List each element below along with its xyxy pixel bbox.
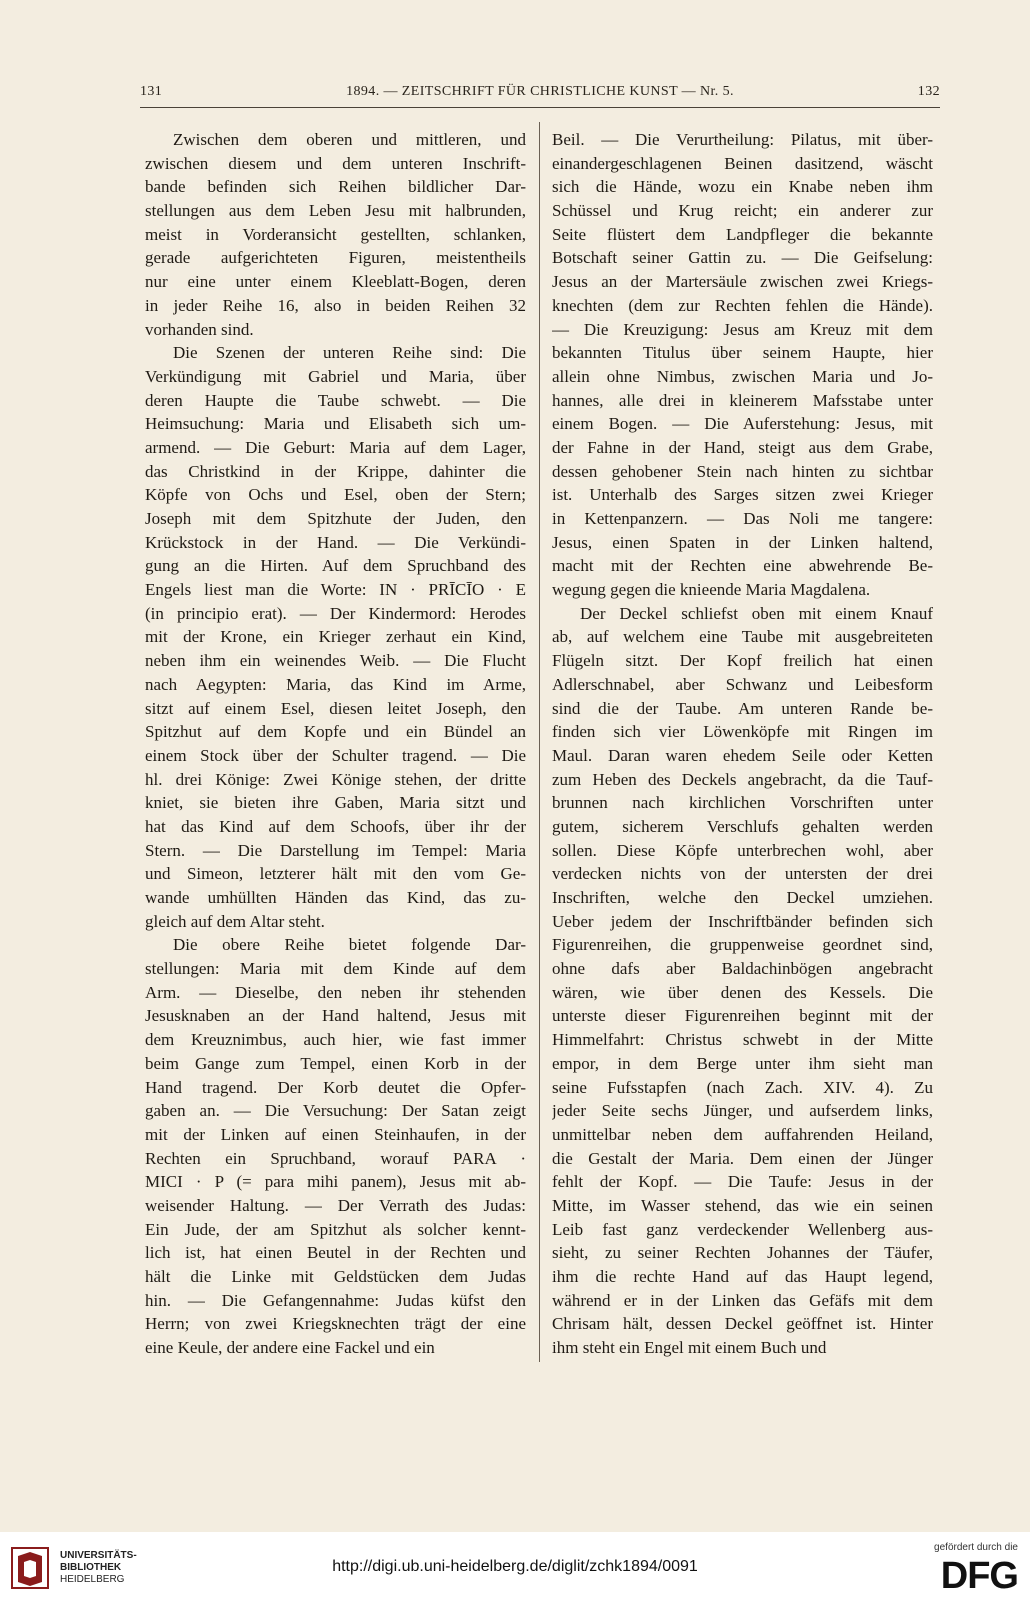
text-line: einem Stock über der Schulter tragend. — Die xyxy=(145,745,526,765)
text-line: Flügeln sitzt. Der Kopf freilich hat einen xyxy=(552,651,933,671)
text-line: bande befinden sich Reihen bildlicher Dar- xyxy=(145,177,526,197)
text-line: MICI · P (= para mihi panem), Jesus mit ab- xyxy=(145,1172,526,1192)
text-line: verdecken nichts von der untersten der drei xyxy=(552,864,933,884)
text-line: Ueber jedem der Inschriftbänder befinden sich xyxy=(552,911,933,931)
text-line: Figurenreihen, die gruppenweise geordnet sind, xyxy=(552,935,933,955)
text-line: Schüssel und Krug reicht; ein anderer zur xyxy=(552,201,933,221)
university-library-logo-icon xyxy=(10,1546,50,1590)
text-line: Himmelfahrt: Christus schwebt in der Mitte xyxy=(552,1030,933,1050)
header-rule xyxy=(140,107,940,108)
text-line: Spitzhut auf dem Kopfe und ein Bündel an xyxy=(145,722,526,742)
text-line: stellungen aus dem Leben Jesu mit halbrunden, xyxy=(145,201,526,221)
text-line: dessen gehobener Stein nach hinten zu sichtbar xyxy=(552,461,933,481)
text-line: Verkündigung mit Gabriel und Maria, über xyxy=(145,366,526,386)
column-divider xyxy=(539,122,540,1362)
text-line: Leib fast ganz verdeckender Wellenberg aus- xyxy=(552,1219,933,1239)
dfg-logo: DFG xyxy=(940,1555,1018,1597)
sponsor-caption: gefördert durch die xyxy=(934,1542,1018,1553)
text-line: Joseph mit dem Spitzhute der Juden, den xyxy=(145,509,526,528)
text-line: dem Kreuznimbus, auch hier, wie fast immer xyxy=(145,1030,526,1050)
text-line: Die obere Reihe bietet folgende Dar- xyxy=(173,935,526,955)
text-line: zwischen diesem und dem unteren Inschrift- xyxy=(145,153,526,173)
text-line: mit der Krone, ein Krieger zerhaut ein Kind, xyxy=(145,627,526,647)
text-line: eine Keule, der andere eine Fackel und ein xyxy=(145,1338,435,1358)
text-line: Die Szenen der unteren Reihe sind: Die xyxy=(173,343,526,363)
text-line: Arm. — Dieselbe, den neben ihr stehenden xyxy=(145,982,526,1002)
text-line: der Fahne in der Hand, steigt aus dem Grabe, xyxy=(552,437,933,457)
text-line: empor, in dem Berge unter ihm sieht man xyxy=(552,1053,933,1073)
text-line: und Simeon, letzterer hält mit den vom Ge- xyxy=(145,864,526,884)
text-line: fehlt der Kopf. — Die Taufe: Jesus in der xyxy=(552,1172,933,1192)
text-line: gleich auf dem Altar steht. xyxy=(145,911,325,931)
text-line: die Gestalt der Maria. Dem einen der Jünger xyxy=(552,1148,933,1168)
text-line: beim Gange zum Tempel, einen Korb in der xyxy=(145,1053,526,1073)
text-line: Seite flüstert dem Landpfleger die bekannte xyxy=(552,224,933,244)
text-line: lich ist, hat einen Beutel in der Rechten und xyxy=(145,1243,526,1263)
text-line: einem Bogen. — Die Auferstehung: Jesus, mit xyxy=(552,414,933,434)
text-line: Heimsuchung: Maria und Elisabeth sich um- xyxy=(145,414,526,434)
text-line: meist in Vorderansicht gestellten, schlanken, xyxy=(145,224,526,244)
text-line: unmittelbar neben dem auffahrenden Heiland, xyxy=(552,1124,933,1144)
text-line: einandergeschlagenen Beinen dasitzend, wäscht xyxy=(552,153,933,173)
text-line: Adlerschnabel, aber Schwanz und Leibesform xyxy=(552,674,933,694)
text-line: hannes, alle drei in kleinerem Mafsstabe unter xyxy=(552,390,933,410)
page-number-right: 132 xyxy=(917,84,940,99)
text-line: hin. — Die Gefangennahme: Judas küfst den xyxy=(145,1290,526,1310)
text-line: gerade aufgerichteten Figuren, meistentheils xyxy=(145,248,526,268)
text-line: wären, wie über denen des Kessels. Die xyxy=(552,982,933,1002)
text-line: (in principio erat). — Der Kindermord: Herodes xyxy=(145,603,526,623)
text-line: wande umhüllten Händen das Kind, das zu- xyxy=(145,888,526,907)
text-line: nur eine unter einem Kleeblatt-Bogen, deren xyxy=(145,272,526,292)
text-line: armend. — Die Geburt: Maria auf dem Lager, xyxy=(145,437,526,457)
text-line: ihm steht ein Engel mit einem Buch und xyxy=(552,1338,827,1358)
text-line: während er in der Linken das Gefäfs mit dem xyxy=(552,1290,933,1310)
text-line: hält die Linke mit Geldstücken dem Judas xyxy=(145,1267,526,1286)
text-line: ab, auf welchem eine Taube mit ausgebreiteten xyxy=(552,627,933,647)
text-line: Ein Jude, der am Spitzhut als solcher kennt- xyxy=(145,1219,526,1239)
text-line: Herrn; von zwei Kriegsknechten trägt der eine xyxy=(145,1314,526,1334)
library-name xyxy=(60,1550,137,1586)
library-line-1: UNIVERSITÄTS- xyxy=(60,1550,137,1561)
text-line: macht mit der Rechten eine abwehrende Be- xyxy=(552,556,933,576)
text-line: unterste dieser Figurenreihen beginnt mit der xyxy=(552,1006,933,1026)
text-line: kniet, sie bieten ihre Gaben, Maria sitzt und xyxy=(145,793,526,813)
text-line: Jesus, einen Spaten in der Linken haltend, xyxy=(552,532,933,552)
text-line: zum Heben des Deckels angebracht, da die Tauf- xyxy=(552,769,933,789)
text-line: in Kettenpanzern. — Das Noli me tangere: xyxy=(552,509,933,528)
text-line: hl. drei Könige: Zwei Könige stehen, der dritte xyxy=(145,769,526,789)
library-line-3: HEIDELBERG xyxy=(60,1574,125,1585)
text-line: Hand tragend. Der Korb deutet die Opfer- xyxy=(145,1077,526,1097)
text-line: Zwischen dem oberen und mittleren, und xyxy=(173,130,526,149)
library-line-2: BIBLIOTHEK xyxy=(60,1562,122,1573)
text-line: sollen. Diese Köpfe unterbrechen wohl, aber xyxy=(552,840,933,860)
text-line: Jesusknaben an der Hand haltend, Jesus mit xyxy=(145,1006,526,1026)
text-line: sitzt auf einem Esel, diesen leitet Joseph, den xyxy=(145,698,526,718)
text-line: sich die Hände, wozu ein Knabe neben ihm xyxy=(552,177,933,197)
left-column xyxy=(145,128,526,1360)
text-line: deren Haupte die Taube schwebt. — Die xyxy=(145,390,526,410)
text-line: Jesus an der Martersäule zwischen zwei Kriegs- xyxy=(552,272,933,292)
text-line: sieht, zu seiner Rechten Johannes der Täufer, xyxy=(552,1243,933,1263)
text-line: mit der Linken auf einen Steinhaufen, in der xyxy=(145,1124,526,1144)
text-line: Beil. — Die Verurtheilung: Pilatus, mit über- xyxy=(552,130,933,149)
text-line: hat das Kind auf dem Schoofs, über ihr der xyxy=(145,816,526,836)
text-line: jeder Seite sechs Jünger, und aufserdem links, xyxy=(552,1101,933,1121)
text-line: Rechten ein Spruchband, worauf PARA · xyxy=(145,1148,526,1168)
text-line: allein ohne Nimbus, zwischen Maria und Jo- xyxy=(552,366,933,386)
text-line: Der Deckel schliefst oben mit einem Knauf xyxy=(580,603,933,623)
running-header xyxy=(140,84,940,106)
text-line: gung an die Hirten. Auf dem Spruchband des xyxy=(145,556,526,576)
text-line: in jeder Reihe 16, also in beiden Reihen 32 xyxy=(145,295,526,315)
footer-bar xyxy=(0,1532,1030,1604)
text-line: gaben an. — Die Versuchung: Der Satan zeigt xyxy=(145,1101,526,1121)
text-line: ist. Unterhalb des Sarges sitzen zwei Krieger xyxy=(552,485,933,505)
text-line: Köpfe von Ochs und Esel, oben der Stern; xyxy=(145,485,526,505)
text-line: Inschriften, welche den Deckel umziehen. xyxy=(552,888,933,907)
text-line: wegung gegen die knieende Maria Magdalena. xyxy=(552,580,871,600)
text-line: seine Fufsstapfen (nach Zach. XIV. 4). Zu xyxy=(552,1077,933,1097)
text-line: Chrisam hält, dessen Deckel geöffnet ist. Hinter xyxy=(552,1314,933,1334)
text-line: stellungen: Maria mit dem Kinde auf dem xyxy=(145,959,526,979)
text-line: neben ihm ein weinendes Weib. — Die Flucht xyxy=(145,651,526,671)
text-line: Krückstock in der Hand. — Die Verkündi- xyxy=(145,532,526,552)
text-line: ohne dafs aber Baldachinbögen angebracht xyxy=(552,959,933,979)
right-column xyxy=(552,128,933,1360)
text-line: finden sich vier Löwenköpfe mit Ringen im xyxy=(552,722,933,742)
text-line: bekannten Titulus über seinem Haupte, hier xyxy=(552,343,933,363)
text-line: brunnen nach kirchlichen Vorschriften unter xyxy=(552,793,933,813)
running-title: 1894. — ZEITSCHRIFT FÜR CHRISTLICHE KUNST — Nr. 5. xyxy=(346,84,734,99)
text-line: ihm die rechte Hand auf das Haupt legend, xyxy=(552,1267,933,1286)
text-line: Maul. Daran waren ehedem Seile oder Ketten xyxy=(552,745,933,765)
text-line: sind die der Taube. Am unteren Rande be- xyxy=(552,698,933,718)
page-number-left: 131 xyxy=(140,84,163,99)
text-line: Mitte, im Wasser stehend, das wie ein seinen xyxy=(552,1195,933,1215)
text-line: Stern. — Die Darstellung im Tempel: Maria xyxy=(145,840,526,860)
text-line: Botschaft seiner Gattin zu. — Die Geifselung: xyxy=(552,248,933,268)
text-line: Engels liest man die Worte: IN · PRĪCĪO · E xyxy=(145,580,526,600)
permalink-url[interactable]: http://digi.ub.uni-heidelberg.de/diglit/zchk1894/0091 xyxy=(332,1558,698,1575)
text-line: gutem, sicherem Verschlufs gehalten werden xyxy=(552,816,933,836)
text-line: nach Aegypten: Maria, das Kind im Arme, xyxy=(145,674,526,694)
text-line: vorhanden sind. xyxy=(145,319,254,339)
text-line: knechten (dem zur Rechten fehlen die Hände). xyxy=(552,295,933,315)
text-line: das Christkind in der Krippe, dahinter die xyxy=(145,461,526,481)
text-line: weisender Haltung. — Der Verrath des Judas: xyxy=(145,1195,526,1215)
text-line: — Die Kreuzigung: Jesus am Kreuz mit dem xyxy=(552,319,933,339)
